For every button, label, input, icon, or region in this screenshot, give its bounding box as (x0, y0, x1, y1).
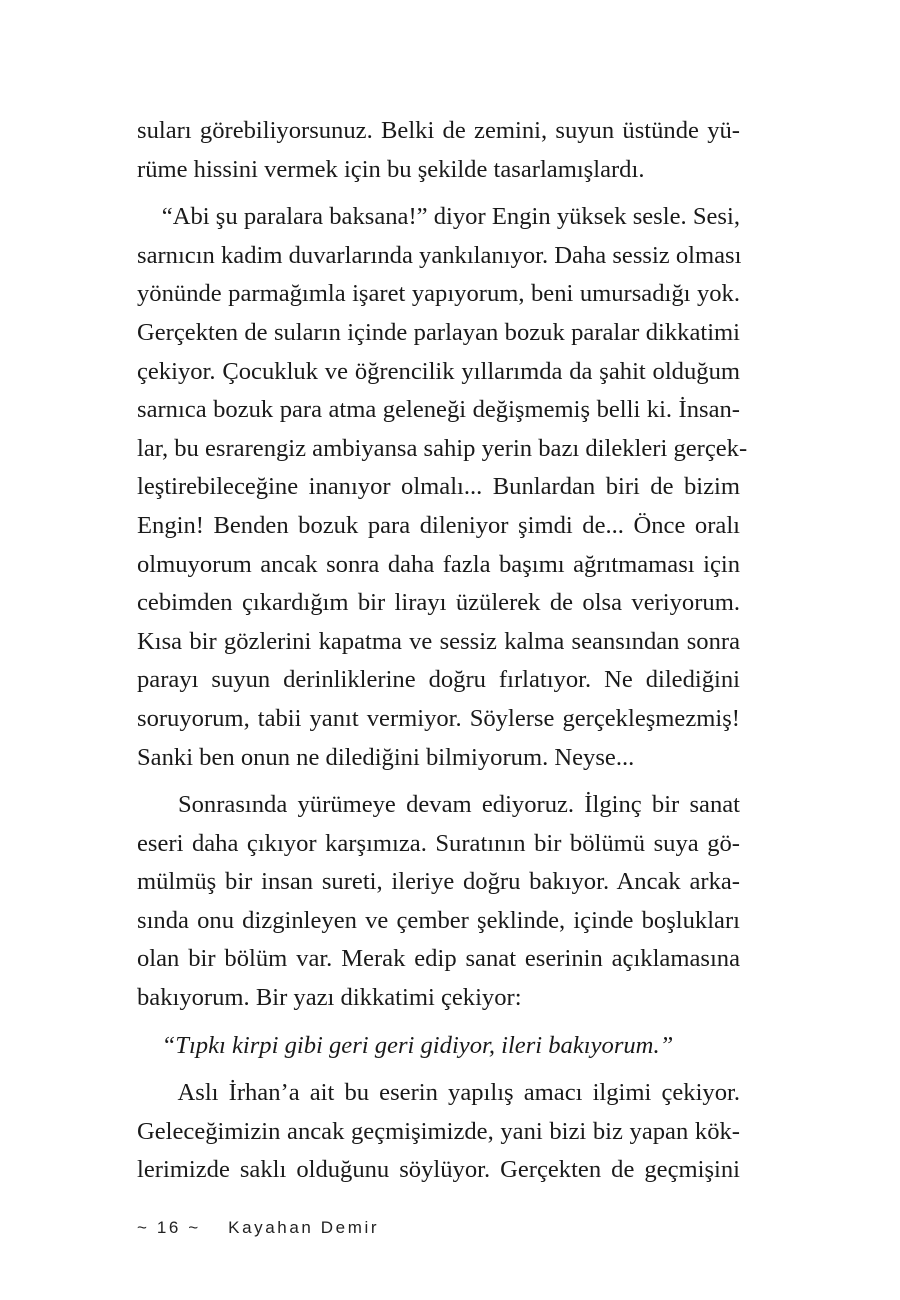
text-line: leştirebileceğine inanıyor olmalı... Bunlardan biri de bizim (137, 473, 740, 501)
text-line: lar, bu esrarengiz ambiyansa sahip yerin bazı dilekleri gerçek- (137, 434, 748, 462)
quote-paragraph (137, 1027, 740, 1066)
text-line: suları görebiliyorsunuz. Belki de zemini, suyun üstünde yü- (137, 117, 740, 144)
text-line: yönünde parmağımla işaret yapıyorum, beni umursadığı yok. (137, 280, 740, 308)
text-line: lerimizde saklı olduğunu söylüyor. Gerçekten de geçmişini (137, 1156, 740, 1184)
text-line: mülmüş bir insan sureti, ileriye doğru bakıyor. Ancak arka- (137, 868, 740, 896)
text-line: sında onu dizginleyen ve çember şeklinde, içinde boşlukları (137, 906, 740, 934)
quote-line: “Tıpkı kirpi gibi geri geri gidiyor, ileri bakıyorum.” (137, 1031, 674, 1059)
text-line: çekiyor. Çocukluk ve öğrencilik yıllarımda da şahit olduğum (137, 357, 740, 385)
paragraph-4 (137, 1074, 740, 1190)
text-line: olan bir bölüm var. Merak edip sanat eserinin açıklamasına (137, 945, 740, 973)
text-line: parayı suyun derinliklerine doğru fırlatıyor. Ne dilediğini (137, 666, 740, 694)
text-line: soruyorum, tabii yanıt vermiyor. Söylerse gerçekleşmezmiş! (137, 704, 740, 732)
body-text (137, 112, 748, 1199)
text-line: Geleceğimizin ancak geçmişimizde, yani bizi biz yapan kök- (137, 1117, 740, 1145)
paragraph-3 (137, 786, 740, 1018)
text-line: bakıyorum. Bir yazı dikkatimi çekiyor: (137, 984, 522, 1012)
text-line: “Abi şu paralara baksana!” diyor Engin yüksek sesle. Sesi, (137, 203, 740, 231)
paragraph-2 (137, 198, 748, 777)
text-line: rüme hissini vermek için bu şekilde tasarlamışlardı. (137, 155, 645, 183)
text-line: Gerçekten de suların içinde parlayan bozuk paralar dikkatimi (137, 318, 740, 346)
page-footer (137, 1218, 379, 1238)
text-line: Engin! Benden bozuk para dileniyor şimdi de... Önce oralı (137, 511, 740, 539)
text-line: Kısa bir gözlerini kapatma ve sessiz kalma seansından sonra (137, 627, 740, 655)
text-line: Aslı İrhan’a ait bu eserin yapılış amacı ilgimi çekiyor. (137, 1079, 740, 1107)
text-line: olmuyorum ancak sonra daha fazla başımı ağrıtmaması için (137, 550, 740, 578)
author-name: Kayahan Demir (228, 1218, 380, 1237)
text-line: Sanki ben onun ne dilediğini bilmiyorum. Neyse... (137, 743, 635, 771)
paragraph-1 (137, 112, 740, 189)
text-line: sarnıca bozuk para atma geleneği değişmemiş belli ki. İnsan- (137, 396, 740, 424)
text-line: sarnıcın kadim duvarlarında yankılanıyor. Daha sessiz olması (137, 241, 742, 269)
text-line: Sonrasında yürümeye devam ediyoruz. İlginç bir sanat (137, 791, 740, 819)
text-line: cebimden çıkardığım bir lirayı üzülerek de olsa veriyorum. (137, 589, 740, 617)
text-line: eseri daha çıkıyor karşımıza. Suratının bir bölümü suya gö- (137, 829, 740, 857)
page-number: ~ 16 ~ (137, 1218, 201, 1237)
